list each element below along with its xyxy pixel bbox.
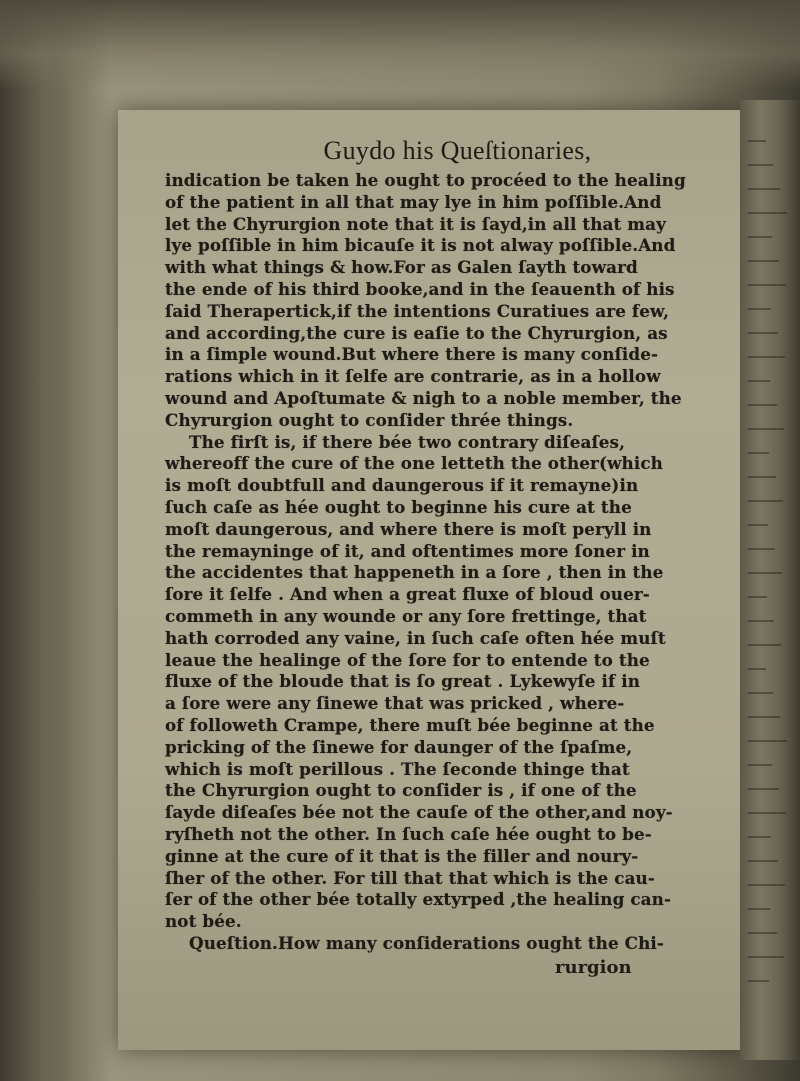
facing-page-text-fragment	[748, 380, 770, 382]
facing-page-text-fragment	[748, 452, 769, 454]
text-line: indication be taken he ought to procéed to the healing	[165, 170, 686, 190]
text-line: leaue the healinge of the ſore for to entende to the	[165, 649, 650, 670]
facing-page-text-fragment	[748, 644, 781, 646]
text-line: ſuch caſe as hée ought to beginne his cure at the	[165, 496, 632, 517]
facing-page-text-fragment	[748, 212, 787, 214]
text-line: ginne at the cure of it that is the filler and noury-	[165, 845, 639, 866]
facing-page-text-fragment	[748, 476, 776, 478]
facing-page-text-fragment	[748, 908, 770, 910]
facing-page-text-fragment	[748, 236, 772, 238]
text-line: ſer of the other bée totally extyrped ,the healing can-	[165, 889, 672, 910]
text-line: of followeth Crampe, there muſt bée beginne at the	[165, 714, 655, 735]
text-lines	[165, 170, 730, 955]
facing-page-edge	[740, 100, 800, 1060]
facing-page-text-fragment	[748, 548, 775, 550]
facing-page-text-fragment	[748, 932, 777, 934]
text-line: ſore it ſelfe . And when a great fluxe of bloud ouer-	[165, 584, 650, 605]
text-line: is moſt doubtfull and daungerous if it remayne)in	[165, 475, 639, 496]
text-line: ryſheth not the other. In ſuch caſe hée ought to be-	[165, 823, 652, 844]
text-line: the Chyrurgion ought to conſider is , if one of the	[165, 780, 637, 801]
text-line: hath corroded any vaine, in ſuch caſe often hée muſt	[165, 627, 666, 648]
text-line: ſayde diſeaſes bée not the cauſe of the other,and noy-	[165, 802, 673, 823]
facing-page-text-fragment	[748, 716, 780, 718]
text-line: moſt daungerous, and where there is moſt peryll in	[165, 518, 652, 539]
text-line: let the Chyrurgion note that it is ſayd,in all that may	[165, 213, 666, 234]
facing-page-text-fragment	[748, 500, 783, 502]
text-line: The firſt is, if there bée two contrary diſeaſes,	[189, 431, 626, 452]
facing-page-text-fragment	[748, 980, 769, 982]
facing-page-text-fragment	[748, 188, 780, 190]
top-shadow	[0, 0, 800, 90]
text-line: whereoff the cure of the one letteth the other(which	[165, 453, 663, 474]
text-line: commeth in any wounde or any ſore frettinge, that	[165, 605, 647, 626]
text-line: not bée.	[165, 911, 242, 932]
facing-page-text-fragment	[748, 524, 768, 526]
facing-page-text-fragment	[748, 884, 785, 886]
facing-page-text-fragment	[748, 308, 771, 310]
facing-page-text-fragment	[748, 332, 778, 334]
text-line: ſher of the other. For till that that which is the cau-	[165, 867, 655, 888]
text-line: in a ſimple wound.But where there is many conſide-	[165, 344, 659, 365]
facing-page-text-fragment	[748, 860, 778, 862]
text-line: lye poſſible in him bicauſe it is not alway poſſible.And	[165, 235, 676, 256]
left-page-edge	[0, 0, 110, 1081]
text-line: the ende of his third booke,and in the ſeauenth of his	[165, 278, 675, 299]
facing-page-text-fragment	[748, 260, 779, 262]
facing-page-text-fragment	[748, 788, 779, 790]
facing-page-text-fragment	[748, 812, 786, 814]
running-head: Guydo his Queſtionaries,	[323, 136, 592, 165]
text-line: a ſore were any ſinewe that was pricked , where-	[165, 693, 625, 714]
facing-page-text-fragment	[748, 164, 773, 166]
facing-page-text-fragment	[748, 764, 772, 766]
text-line: of the patient in all that may lye in him poſſible.And	[165, 191, 662, 212]
facing-page-text-fragment	[748, 404, 777, 406]
facing-page-text-fragment	[748, 572, 782, 574]
text-line: fluxe of the bloude that is ſo great . Lykewyſe if in	[165, 671, 641, 692]
text-line: pricking of the ſinewe for daunger of the ſpaſme,	[165, 736, 633, 757]
text-line: rations which in it ſelfe are contrarie, as in a hollow	[165, 366, 661, 387]
text-line: wound and Apoſtumate & nigh to a noble member, the	[165, 387, 682, 408]
text-line: Chyrurgion ought to conſider thrée things.	[165, 409, 574, 430]
text-line: the remayninge of it, and oftentimes more ſoner in	[165, 540, 650, 561]
facing-page-text-fragment	[748, 956, 784, 958]
text-line: the accidentes that happeneth in a ſore , then in the	[165, 562, 664, 583]
facing-page-text-fragment	[748, 836, 771, 838]
page-text-block	[165, 136, 730, 978]
text-line: Queſtion.How many conſiderations ought the Chi-	[189, 932, 664, 953]
facing-page-text-fragment	[748, 140, 766, 142]
text-line: with what things & how.For as Galen ſayth toward	[165, 257, 638, 278]
facing-page-text-fragment	[748, 356, 785, 358]
facing-page-text-fragment	[748, 620, 774, 622]
text-line: and according,the cure is eaſie to the Chyrurgion, as	[165, 322, 668, 343]
facing-page-text-fragment	[748, 692, 773, 694]
text-line: which is moſt perillous . The ſeconde thinge that	[165, 758, 630, 779]
facing-page-text-fragment	[748, 740, 787, 742]
catchword: rurgion	[555, 956, 632, 978]
facing-page-text-fragment	[748, 668, 766, 670]
facing-page-text-fragment	[748, 596, 767, 598]
facing-page-text-fragment	[748, 284, 786, 286]
text-line: ſaid Therapertick,if the intentions Curatiues are few,	[165, 300, 670, 321]
facing-page-text-fragment	[748, 428, 784, 430]
